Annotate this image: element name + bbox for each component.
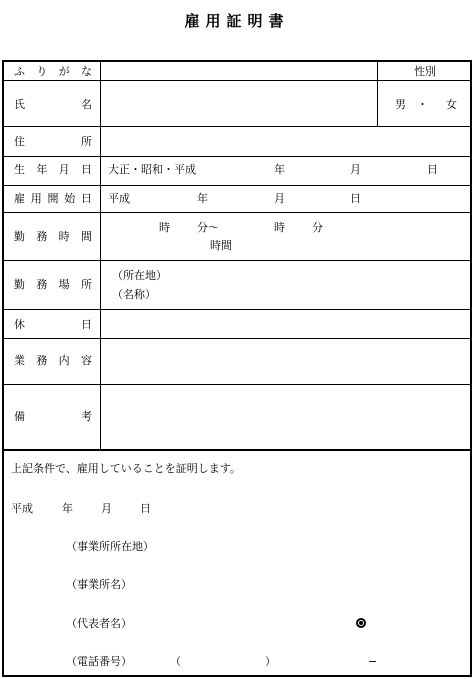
label-column-divider <box>100 62 101 450</box>
row-divider <box>4 80 470 81</box>
hours-total: 時間 <box>210 239 232 252</box>
label-remarks: 備 考 <box>14 410 92 423</box>
label-workplace: 勤 務 場 所 <box>14 278 92 291</box>
birth-year-unit: 年 <box>274 163 285 176</box>
hours-end-hour: 時 <box>274 221 285 234</box>
label-working-hours: 勤 務 時 間 <box>14 230 92 243</box>
hours-start-minute: 分〜 <box>197 221 219 234</box>
row-divider <box>4 212 470 213</box>
cert-date-month: 月 <box>101 502 112 515</box>
certificate-form <box>2 60 472 677</box>
workplace-name: （名称） <box>112 288 156 301</box>
gender-label: 性別 <box>414 65 436 78</box>
business-address-label: （事業所所在地） <box>66 540 154 553</box>
label-name: 氏 名 <box>14 98 92 111</box>
hours-end-minute: 分 <box>312 221 323 234</box>
row-divider <box>4 260 470 261</box>
phone-area-open: （ <box>170 655 181 668</box>
row-divider <box>4 185 470 186</box>
label-address: 住 所 <box>14 135 92 148</box>
label-employment-start: 雇 用 開 始 日 <box>14 192 92 205</box>
cert-date-day: 日 <box>140 502 151 515</box>
section-divider <box>4 449 470 451</box>
representative-label: （代表者名） <box>66 617 132 630</box>
cert-date-year: 年 <box>62 502 73 515</box>
birth-eras[interactable]: 大正・昭和・平成 <box>108 163 196 176</box>
start-year-unit: 年 <box>197 192 208 205</box>
row-divider <box>4 156 470 157</box>
phone-label: （電話番号） <box>66 655 132 668</box>
gender-column-divider <box>377 62 378 126</box>
start-month-unit: 月 <box>274 192 285 205</box>
row-divider <box>4 384 470 385</box>
row-divider <box>4 338 470 339</box>
birth-month-unit: 月 <box>350 163 361 176</box>
document-title: 雇用証明書 <box>184 12 290 30</box>
row-divider <box>4 126 470 127</box>
label-holidays: 休 日 <box>14 318 92 331</box>
workplace-location: （所在地） <box>112 269 167 282</box>
certification-statement: 上記条件で、雇用していることを証明します。 <box>11 462 241 475</box>
label-birthdate: 生 年 月 日 <box>14 163 92 176</box>
start-era: 平成 <box>108 192 130 205</box>
gender-separator: ・ <box>417 98 428 111</box>
business-name-label: （事業所名） <box>66 578 132 591</box>
birth-day-unit: 日 <box>427 163 438 176</box>
label-job-description: 業 務 内 容 <box>14 354 92 367</box>
row-divider <box>4 309 470 310</box>
phone-dash: − <box>368 655 378 668</box>
phone-area-close: ） <box>265 655 276 668</box>
seal-icon <box>356 618 366 628</box>
hours-start-hour: 時 <box>159 221 170 234</box>
gender-male[interactable]: 男 <box>395 98 406 111</box>
label-furigana: ふ り が な <box>14 65 92 78</box>
gender-female[interactable]: 女 <box>446 98 457 111</box>
cert-date-era: 平成 <box>11 502 33 515</box>
start-day-unit: 日 <box>350 192 361 205</box>
